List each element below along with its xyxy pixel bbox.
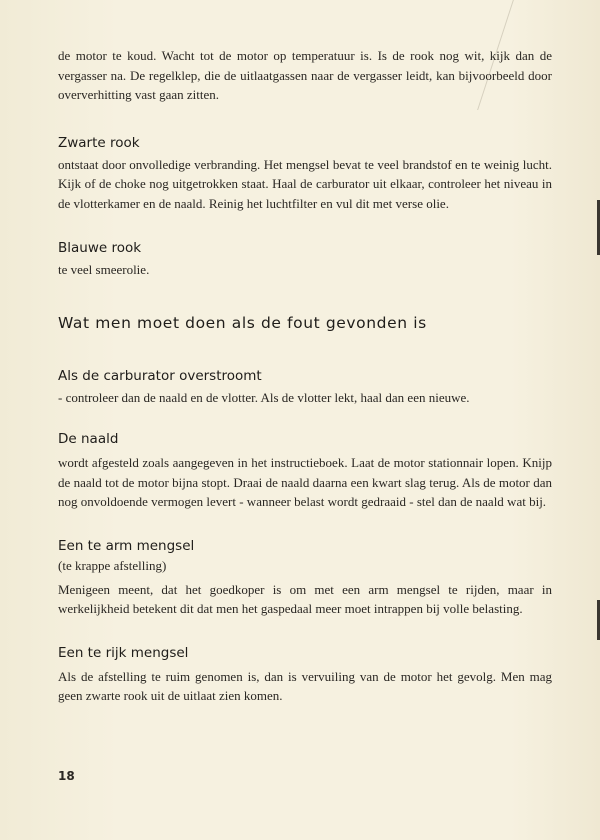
page-content: [58, 46, 552, 706]
arm-mengsel-heading: Een te arm mengsel: [58, 537, 195, 554]
rijk-mengsel-heading: Een te rijk mengsel: [58, 644, 189, 661]
blauwe-rook-text: te veel smeerolie.: [58, 262, 150, 277]
zwarte-rook-text: ontstaat door onvolledige verbranding. Het mengsel bevat te veel brandstof en te weinig lucht. Kijk of de choke nog uitgetrokken staat. Haal de carburator uit elkaar, controleer het niveau in de vlotterkamer en de naald. Reinig het luchtfilter en vul dit met verse olie.: [58, 156, 552, 211]
blauwe-rook-heading: Blauwe rook: [58, 240, 142, 256]
naald-heading: De naald: [58, 431, 119, 447]
intro-paragraph: de motor te koud. Wacht tot de motor op temperatuur is. Is de rook nog wit, kijk dan de vergasser na. De regelklep, die de uitlaatgassen naar de vergasser leidt, kan bijvoorbeeld door oververhitting vast gaan zitten.: [58, 48, 552, 102]
carburator-text: - controleer dan de naald en de vlotter. Als de vlotter lekt, haal dan een nieuwe.: [58, 389, 470, 405]
arm-mengsel-text: Menigeen meent, dat het goedkoper is om met een arm mengsel te rijden, maar in werkelijkheid betekent dit dat men het gaspedaal meer moet intrappen bij volle belasting.: [58, 581, 552, 616]
page-number: 18: [58, 769, 75, 783]
section-title: Wat men moet doen als de fout gevonden is: [58, 313, 427, 332]
rijk-mengsel-text: Als de afstelling te ruim genomen is, dan is vervuiling van de motor het gevolg. Men mag geen zwarte rook uit de uitlaat zien komen.: [58, 668, 552, 703]
arm-mengsel-subheading: (te krappe afstelling): [58, 557, 167, 573]
zwarte-rook-heading: Zwarte rook: [58, 134, 140, 151]
naald-text: wordt afgesteld zoals aangegeven in het instructieboek. Laat de motor stationnair lopen. Knijp de naald tot de motor bijna stopt. Draai de naald daarna een kwart slag terug. Als de motor dan nog onvoldoende vermogen levert - wanneer belast wordt gedraaid - stel dan de naald wat bij.: [58, 455, 552, 509]
carburator-heading: Als de carburator overstroomt: [58, 367, 262, 384]
